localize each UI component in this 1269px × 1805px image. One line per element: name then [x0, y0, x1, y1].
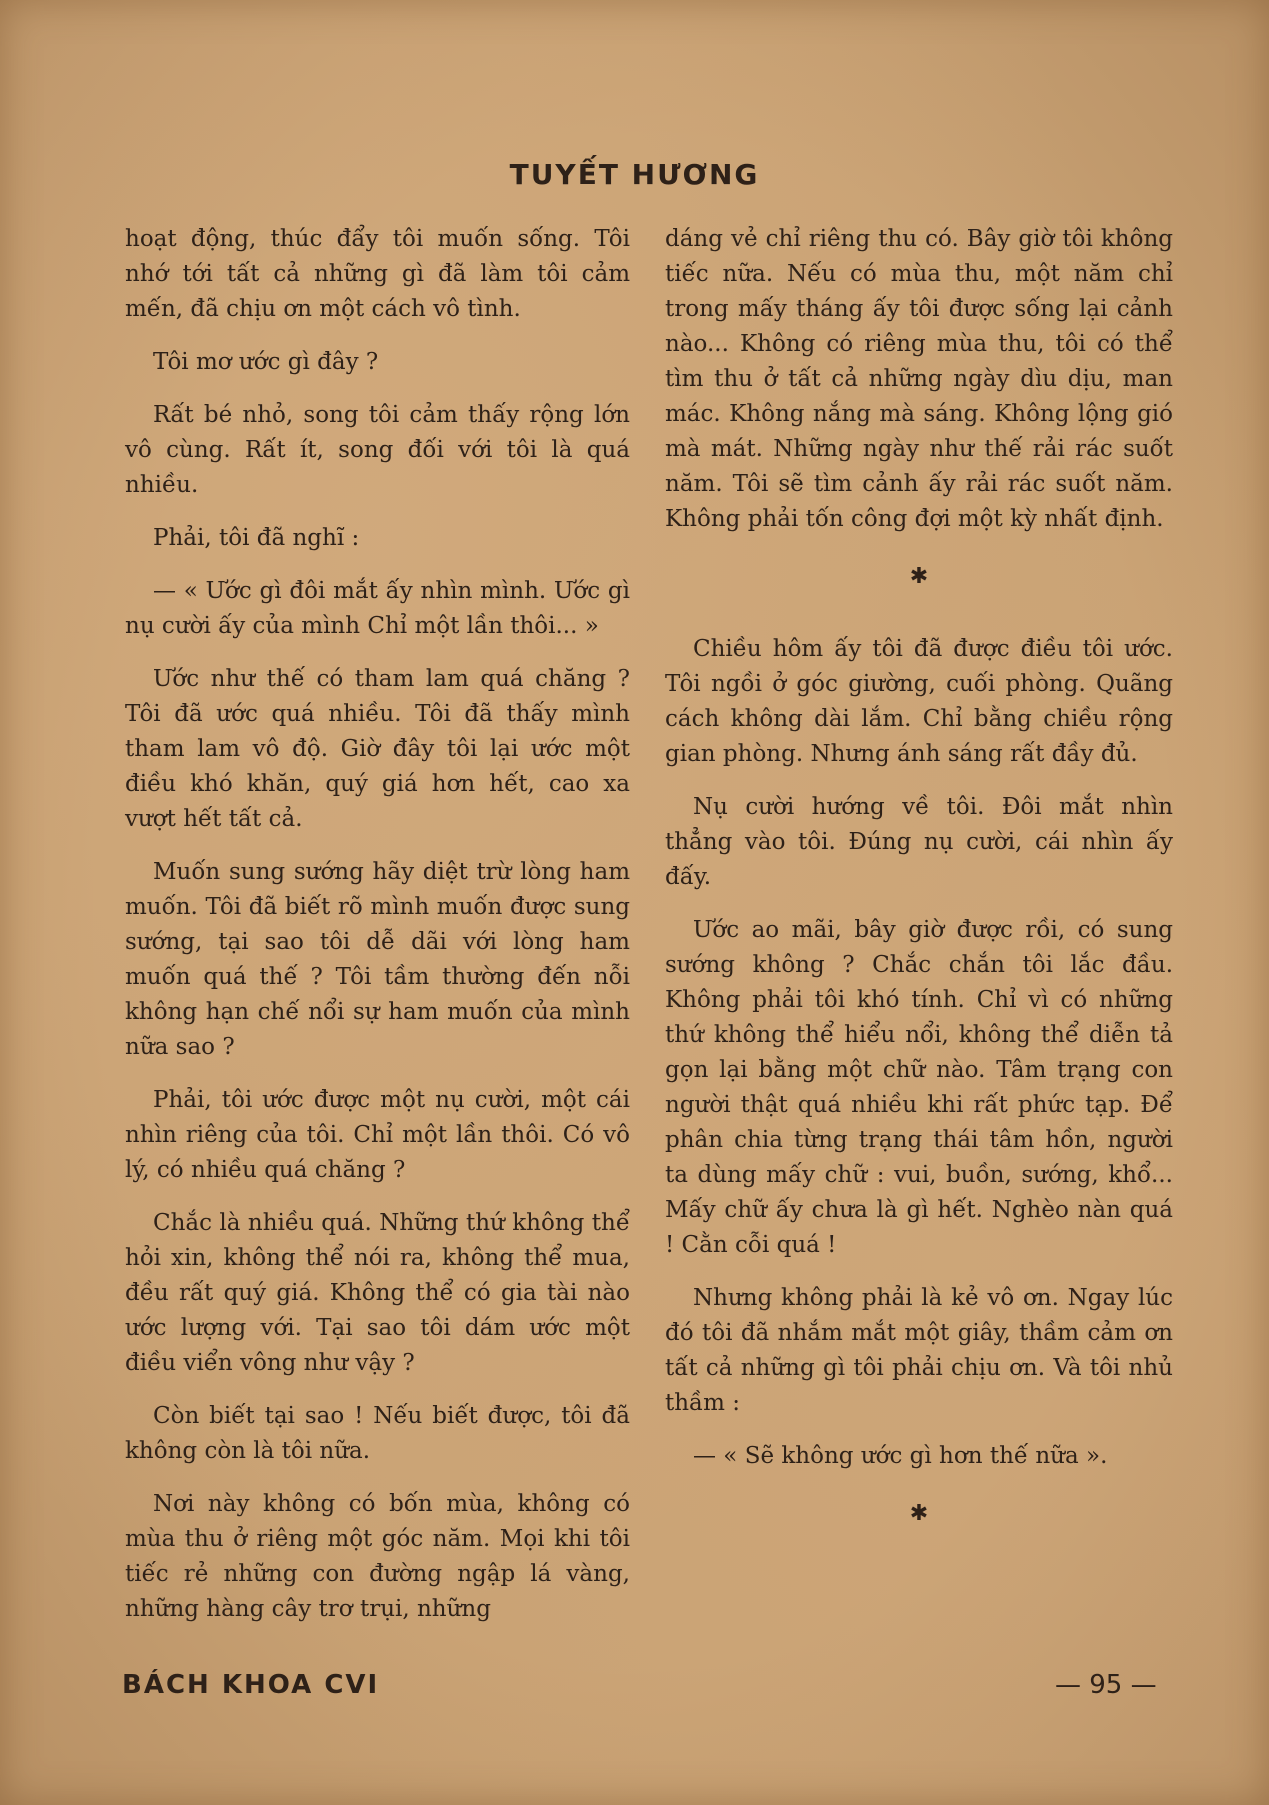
paragraph: Còn biết tại sao ! Nếu biết được, tôi đã không còn là tôi nữa. [125, 1403, 630, 1464]
paragraph: Nơi này không có bốn mùa, không có mùa thu ở riêng một góc năm. Mọi khi tôi tiếc rẻ những con đường ngập lá vàng, những hàng cây trơ trụi, những [125, 1491, 630, 1622]
paragraph: Rất bé nhỏ, song tôi cảm thấy rộng lớn vô cùng. Rất ít, song đối với tôi là quá nhiều. [125, 402, 630, 498]
right-column [665, 222, 1173, 1569]
quote-paragraph: — « Sẽ không ước gì hơn thế nữa ». [693, 1443, 1108, 1469]
section-separator-icon: ✱ [909, 564, 929, 589]
paragraph: Ước ao mãi, bây giờ được rồi, có sung sướng không ? Chắc chắn tôi lắc đầu. Không phải tôi khó tính. Chỉ vì có những thứ không thể hiểu nổi, không thể diễn tả gọn lại bằng một chữ nào. Tâm trạng con người thật quá nhiều khi rất phức tạp. Để phân chia từng trạng thái tâm hồn, người ta dùng mấy chữ : vui, buồn, sướng, khổ... Mấy chữ ấy chưa là gì hết. Nghèo nàn quá ! Cằn cỗi quá ! [665, 917, 1173, 1258]
paragraph: Phải, tôi đã nghĩ : [153, 525, 360, 551]
paragraph: dáng vẻ chỉ riêng thu có. Bây giờ tôi không tiếc nữa. Nếu có mùa thu, một năm chỉ trong mấy tháng ấy tôi được sống lại cảnh nào... Không có riêng mùa thu, tôi có thể tìm thu ở tất cả những ngày dìu dịu, man mác. Không nắng mà sáng. Không lộng gió mà mát. Những ngày như thế rải rác suốt năm. Tôi sẽ tìm cảnh ấy rải rác suốt năm. Không phải tốn công đợi một kỳ nhất định. [665, 226, 1173, 532]
publication-name: BÁCH KHOA CVI [122, 1670, 380, 1700]
paragraph: Nhưng không phải là kẻ vô ơn. Ngay lúc đó tôi đã nhắm mắt một giây, thầm cảm ơn tất cả những gì tôi phải chịu ơn. Và tôi nhủ thầm : [665, 1285, 1173, 1416]
paragraph: Tôi mơ ước gì đây ? [153, 349, 379, 375]
paragraph: Nụ cười hướng về tôi. Đôi mắt nhìn thẳng vào tôi. Đúng nụ cười, cái nhìn ấy đấy. [665, 794, 1173, 890]
paragraph: Chắc là nhiều quá. Những thứ không thể hỏi xin, không thể nói ra, không thể mua, đều rất quý giá. Không thể có gia tài nào ước lượng với. Tại sao tôi dám ước một điều viển vông như vậy ? [125, 1210, 630, 1376]
paragraph: Ước như thế có tham lam quá chăng ? Tôi đã ước quá nhiều. Tôi đã thấy mình tham lam vô độ. Giờ đây tôi lại ước một điều khó khăn, quý giá hơn hết, cao xa vượt hết tất cả. [125, 666, 630, 832]
end-mark-icon: ✱ [909, 1501, 929, 1526]
page-number: — 95 — [1055, 1670, 1157, 1700]
paragraph: Muốn sung sướng hãy diệt trừ lòng ham muốn. Tôi đã biết rõ mình muốn được sung sướng, tại sao tôi dễ dãi với lòng ham muốn quá thế ? Tôi tầm thường đến nỗi không hạn chế nổi sự ham muốn của mình nữa sao ? [125, 859, 630, 1060]
paragraph: Chiều hôm ấy tôi đã được điều tôi ước. Tôi ngồi ở góc giường, cuối phòng. Quãng cách không dài lắm. Chỉ bằng chiều rộng gian phòng. Nhưng ánh sáng rất đầy đủ. [665, 636, 1173, 767]
running-title: TUYẾT HƯƠNG [509, 158, 760, 191]
paragraph: hoạt động, thúc đẩy tôi muốn sống. Tôi nhớ tới tất cả những gì đã làm tôi cảm mến, đã chịu ơn một cách vô tình. [125, 226, 630, 322]
paragraph: Phải, tôi ước được một nụ cười, một cái nhìn riêng của tôi. Chỉ một lần thôi. Có vô lý, có nhiều quá chăng ? [125, 1087, 630, 1183]
quote-paragraph: — « Ước gì đôi mắt ấy nhìn mình. Ước gì nụ cười ấy của mình Chỉ một lần thôi... » [125, 578, 630, 639]
left-column [125, 222, 630, 1645]
